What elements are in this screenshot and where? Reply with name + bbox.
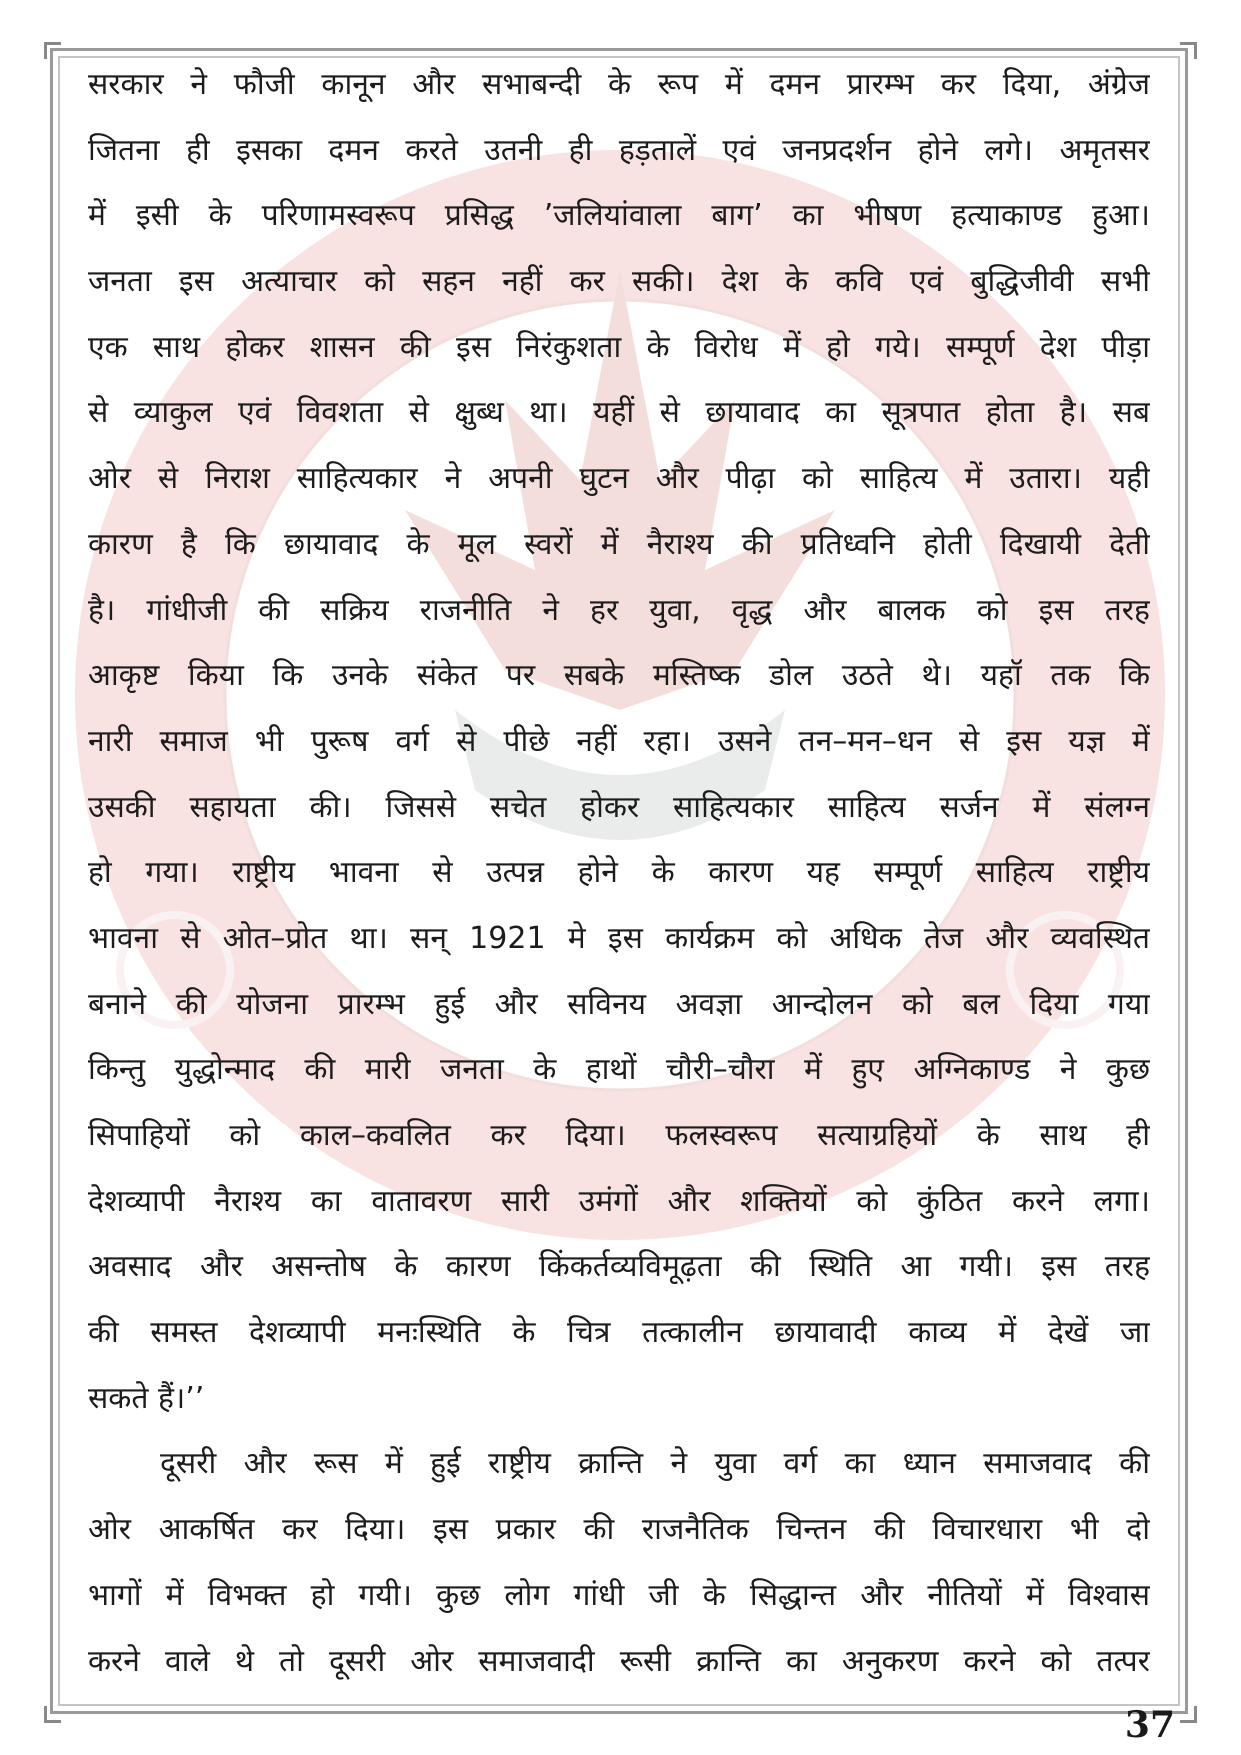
text-line: बनाने की योजना प्रारम्भ हुई और सविनय अवज्ञा आन्दोलन को बल दिया गया: [88, 986, 1150, 1022]
text-line: सिपाहियों को काल–कवलित कर दिया। फलस्वरूप सत्याग्रहियों के साथ ही: [88, 1118, 1150, 1153]
text-line: में इसी के परिणामस्वरूप प्रसिद्ध ’जलियांवाला बाग’ का भीषण हत्याकाण्ड हुआ।: [88, 198, 1150, 234]
text-line: की समस्त देशव्यापी मनःस्थिति के चित्र तत्कालीन छायावादी काव्य में देखें जा: [88, 1315, 1150, 1351]
text-line: किन्तु युद्धोन्माद की मारी जनता के हाथों चौरी–चौरा में हुए अग्निकाण्ड ने कुछ: [88, 1052, 1150, 1088]
text-line: नारी समाज भी पुरूष वर्ग से पीछे नहीं रहा। उसने तन–मन–धन से इस यज्ञ में: [88, 723, 1150, 759]
text-line: ओर से निराश साहित्यकार ने अपनी घुटन और पीढ़ा को साहित्य में उतारा। यही: [88, 461, 1150, 497]
text-line: जितना ही इसका दमन करते उतनी ही हड़तालें एवं जनप्रदर्शन होने लगे। अमृतसर: [88, 132, 1150, 168]
text-line: कारण है कि छायावाद के मूल स्वरों में नैराश्य की प्रतिध्वनि होती दिखायी देती: [88, 526, 1150, 562]
text-line: अवसाद और असन्तोष के कारण किंकर्तव्यविमूढ़ता की स्थिति आ गयी। इस तरह: [88, 1249, 1150, 1285]
paragraph-first-line: दूसरी और रूस में हुई राष्ट्रीय क्रान्ति ने युवा वर्ग का ध्यान समाजवाद की: [160, 1446, 1150, 1482]
text-line: एक साथ होकर शासन की इस निरंकुशता के विरोध में हो गये। सम्पूर्ण देश पीड़ा: [88, 329, 1150, 365]
text-line: भावना से ओत–प्रोत था। सन् 1921 मे इस कार्यक्रम को अधिक तेज और व्यवस्थित: [88, 920, 1150, 956]
text-line: उसकी सहायता की। जिससे सचेत होकर साहित्यकार साहित्य सर्जन में संलग्न: [88, 789, 1150, 825]
body-text: [88, 52, 1150, 1694]
text-line: भागों में विभक्त हो गयी। कुछ लोग गांधी जी के सिद्धान्त और नीतियों में विश्वास: [88, 1577, 1150, 1613]
text-line: है। गांधीजी की सक्रिय राजनीति ने हर युवा, वृद्ध और बालक को इस तरह: [88, 592, 1150, 628]
text-line: देशव्यापी नैराश्य का वातावरण सारी उमंगों और शक्तियों को कुंठित करने लगा।: [88, 1183, 1150, 1219]
text-line: ओर आकर्षित कर दिया। इस प्रकार की राजनैतिक चिन्तन की विचारधारा भी दो: [88, 1512, 1150, 1548]
text-line: हो गया। राष्ट्रीय भावना से उत्पन्न होने के कारण यह सम्पूर्ण साहित्य राष्ट्रीय: [88, 855, 1150, 891]
text-line: करने वाले थे तो दूसरी ओर समाजवादी रूसी क्रान्ति का अनुकरण करने को तत्पर: [88, 1643, 1150, 1679]
page-number: 37: [1124, 1704, 1175, 1746]
text-line: से व्याकुल एवं विवशता से क्षुब्ध था। यहीं से छायावाद का सूत्रपात होता है। सब: [88, 395, 1150, 431]
text-line: आकृष्ट किया कि उनके संकेत पर सबके मस्तिष्क डोल उठते थे। यहॉ तक कि: [88, 658, 1150, 694]
text-line: सरकार ने फौजी कानून और सभाबन्दी के रूप में दमन प्रारम्भ कर दिया, अंग्रेज: [88, 67, 1150, 102]
paragraph-end-line: सकते हैं।’’: [88, 1380, 205, 1416]
text-line: जनता इस अत्याचार को सहन नहीं कर सकी। देश के कवि एवं बुद्धिजीवी सभी: [88, 264, 1150, 300]
